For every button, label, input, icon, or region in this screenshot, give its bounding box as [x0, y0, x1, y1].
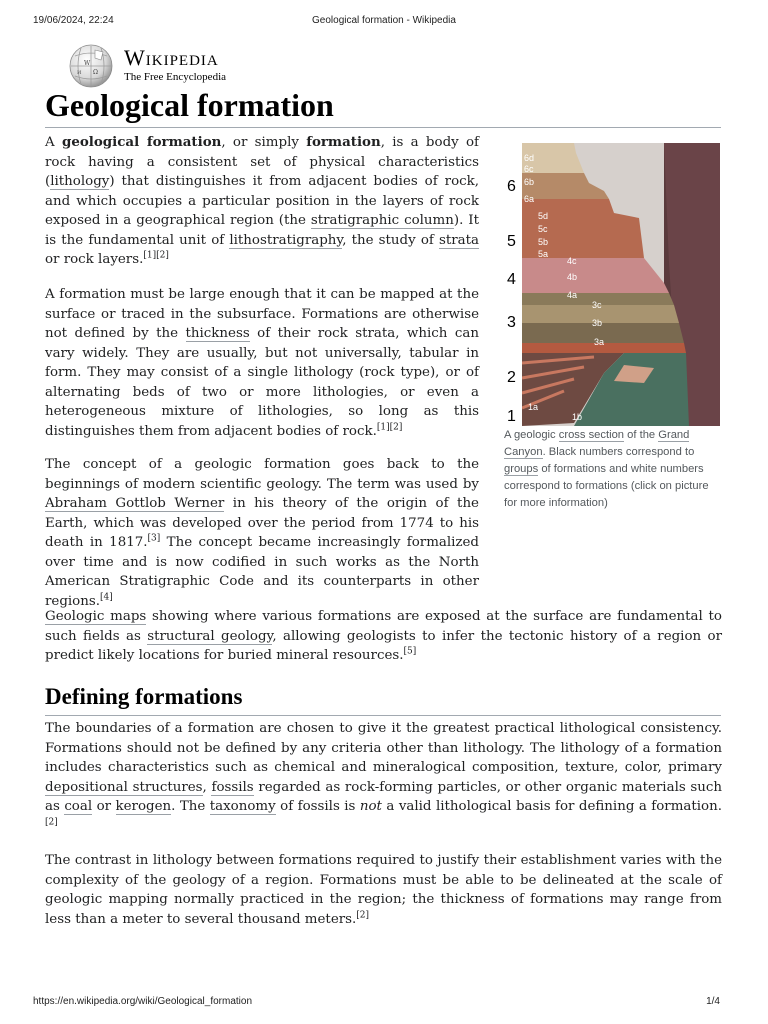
link-fossils[interactable]: fossils — [211, 779, 254, 795]
intro-paragraph-2 — [45, 285, 479, 441]
text-run: ). It is the fundamental unit of — [45, 213, 479, 248]
text-run: The concept became increasingly formalized over time and is now codified in such works as the North American Stratigraphic Code and its counterparts in other regions. — [45, 535, 479, 609]
formation-label: 1b — [572, 412, 583, 422]
text-run: ) that distinguishes it from adjacent bodies of rock, and which occupies a particular position in the layers of rock exposed in a geographical region (the — [45, 174, 479, 228]
print-header — [0, 15, 768, 29]
wikipedia-wordmark[interactable] — [124, 46, 226, 84]
text-run: , — [202, 779, 212, 795]
link-cross-section[interactable]: cross section — [558, 429, 625, 441]
formation-label: 3c — [592, 300, 602, 310]
wikipedia-tagline: The Free Encyclopedia — [124, 71, 227, 83]
group-number-label: 4 — [507, 271, 516, 288]
link-abraham-gottlob-werner[interactable]: Abraham Gottlob Werner — [45, 496, 225, 511]
group-number-label: 2 — [507, 369, 516, 386]
text-run: showing where various formations are exposed at the surface are fundamental to such fields as — [45, 609, 722, 644]
ref-link[interactable]: [2] — [356, 910, 370, 921]
formation-label: 4a — [567, 290, 578, 300]
text-run: in his theory of the origin of the Earth, which was developed over the period from 1774 to his death in 1817. — [45, 496, 479, 550]
text-run: , the study of — [342, 232, 439, 248]
print-datetime: 19/06/2024, 22:24 — [33, 15, 114, 26]
link-strata[interactable]: strata — [438, 232, 479, 248]
link-thickness[interactable]: thickness — [185, 326, 250, 341]
text-run: The contrast in lithology between formations required to justify their establishment varies with the complexity of the geology of a region. Formations must be able to be delineated at the scale of geologic mapping normally practiced in the region; the thickness of formations may range from less than a meter to several thousand meters. — [45, 853, 722, 927]
svg-text:W: W — [84, 60, 91, 67]
text-run: , or simply — [221, 135, 307, 150]
text-run: a valid lithological basis for defining a formation. — [381, 799, 722, 814]
ref-link[interactable]: [4] — [100, 592, 113, 603]
link-structural-geology[interactable]: structural geology — [147, 628, 273, 644]
link-geologic-maps[interactable]: Geologic maps — [45, 609, 147, 624]
text-run: , allowing geologists to infer the tectonic history of a region or predict likely locations for buried mineral resources. — [45, 628, 723, 663]
formation-label: 4b — [567, 272, 578, 282]
formation-label: 6d — [524, 153, 535, 163]
link-lithostratigraphy[interactable]: lithostratigraphy — [229, 232, 343, 248]
text-run: A formation must be large enough that it can be mapped at the surface or traced in the subsurface. Formations are otherwise not defined by the — [45, 287, 479, 341]
page-title: Geological formation — [45, 84, 721, 128]
svg-text:Ω: Ω — [93, 69, 98, 76]
section-heading-defining-formations: Defining formations — [45, 682, 721, 716]
section-paragraph-2 — [45, 851, 722, 929]
section-paragraph-1 — [45, 719, 722, 836]
link-stratigraphic-column[interactable]: stratigraphic column — [310, 213, 454, 228]
ref-link[interactable]: [2] — [389, 422, 403, 433]
intro-paragraph-4 — [45, 607, 722, 666]
print-page-title: Geological formation - Wikipedia — [312, 15, 456, 26]
text-run: The boundaries of a formation are chosen to give it the greatest practical lithological consistency. Formations should not be defined by any criteria other than lithology. The lithology of a formation includes characteristics such as chemical and mineralogical composition, texture, color, primary — [45, 721, 722, 775]
text-run: of the — [624, 429, 659, 441]
text-run: . The — [171, 799, 210, 814]
group-number-label: 3 — [507, 314, 516, 331]
text-run: of their rock strata, which can vary widely. They are usually, but not universally, tabular in form. They may consist of a single lithology (rock type), or of alternating beds of two or more lithologies, or even a heterogeneous mixture of lithologies, so long as this distinguishes them from adjacent bodies of rock. — [45, 326, 479, 439]
text-run: A — [45, 135, 62, 150]
link-taxonomy[interactable]: taxonomy — [209, 799, 276, 814]
formation-label: 6c — [524, 164, 534, 174]
group-number-label: 5 — [507, 233, 516, 250]
formation-label: 5a — [538, 249, 549, 259]
formation-label: 5c — [538, 224, 548, 234]
ref-link[interactable]: [2] — [156, 250, 169, 261]
formation-label: 4c — [567, 256, 577, 266]
group-number-label: 6 — [507, 178, 516, 195]
text-run: or — [92, 799, 116, 814]
text-run: of formations and white numbers correspond to formations (click on picture for more information) — [504, 463, 709, 509]
link-lithology[interactable]: lithology — [50, 174, 110, 189]
text-run: A geologic — [504, 429, 559, 441]
group-number-label: 1 — [507, 408, 516, 425]
link-depositional-structures[interactable]: depositional structures — [45, 779, 203, 795]
ref-link[interactable]: [1] — [376, 422, 390, 433]
text-run: regarded as rock-forming particles, or other organic materials such as — [45, 779, 723, 814]
ref-link[interactable]: [3] — [147, 533, 161, 544]
formation-label: 3a — [594, 337, 605, 347]
formation-label: 5d — [538, 211, 549, 221]
bold-term: geological formation — [61, 134, 222, 150]
ref-link[interactable]: [5] — [403, 646, 417, 657]
grand-canyon-figure — [504, 143, 720, 512]
link-grand-canyon[interactable]: Grand Canyon — [504, 429, 690, 458]
text-run: . Black numbers correspond to — [542, 446, 695, 458]
link-kerogen[interactable]: kerogen — [115, 799, 172, 814]
grand-canyon-cross-section-image[interactable] — [504, 143, 720, 426]
formation-label: 6a — [524, 194, 535, 204]
formation-label: 6b — [524, 177, 535, 187]
print-page-number: 1/4 — [706, 996, 720, 1007]
formation-label: 3b — [592, 318, 603, 328]
wikipedia-globe-icon[interactable] — [65, 44, 117, 88]
text-run: , is a body of rock having a consistent set of physical characteristics ( — [45, 135, 479, 189]
text-run: The concept of a geologic formation goes back to the beginnings of modern scientific geology. The term was used by — [45, 457, 479, 492]
print-url: https://en.wikipedia.org/wiki/Geological_formation — [33, 996, 252, 1007]
ref-link[interactable]: [1] — [143, 250, 157, 261]
ref-link[interactable]: [2] — [45, 817, 58, 828]
formation-label: 5b — [538, 237, 549, 247]
print-footer — [0, 996, 768, 1010]
wikipedia-name: Wikipedia — [124, 45, 219, 70]
emphasis-text: not — [359, 799, 382, 814]
link-coal[interactable]: coal — [64, 799, 93, 814]
intro-paragraph-1 — [45, 133, 479, 270]
bold-term: formation — [306, 134, 381, 150]
intro-paragraph-3 — [45, 455, 479, 611]
text-run: of fossils is — [275, 799, 360, 814]
svg-text:И: И — [77, 70, 82, 76]
link-groups[interactable]: groups — [504, 463, 539, 475]
text-run: or rock layers. — [45, 252, 144, 267]
figure-caption — [504, 427, 720, 512]
formation-label: 1a — [528, 402, 539, 412]
